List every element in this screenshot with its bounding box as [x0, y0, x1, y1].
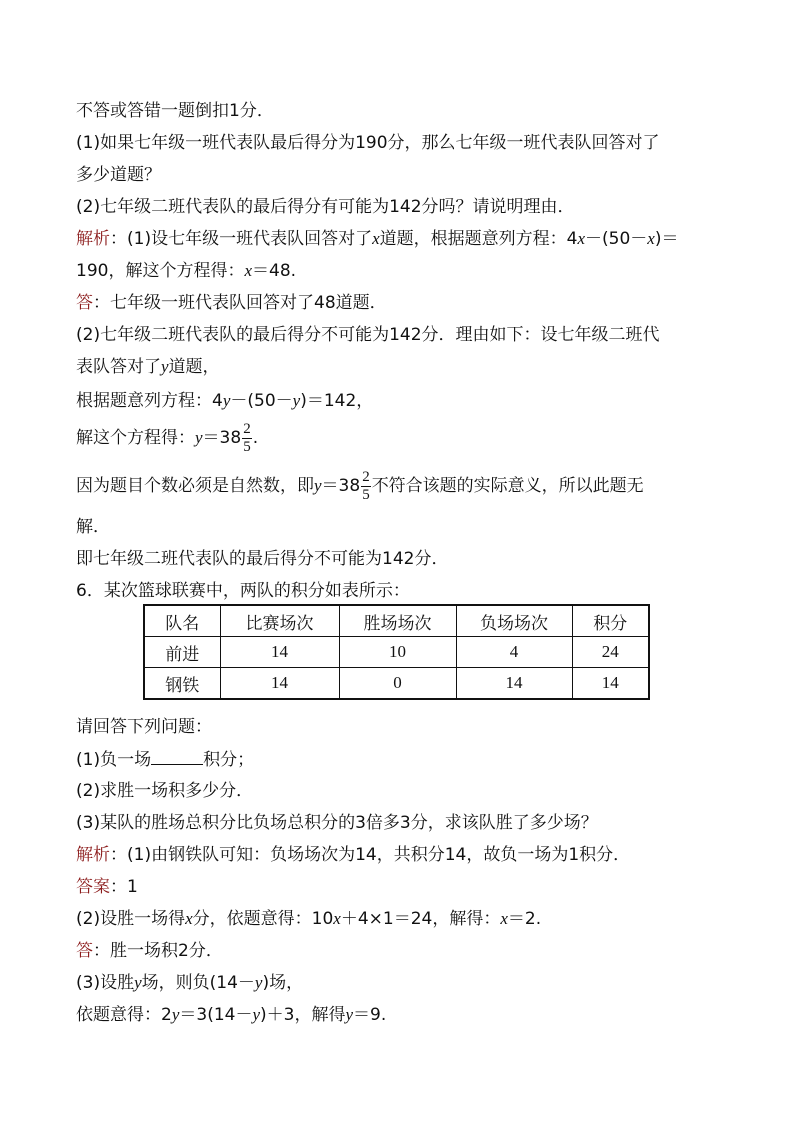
sub-question-1: (1)负一场 积分；	[76, 750, 255, 770]
text-line: 即七年级二班代表队的最后得分不可能为142分．	[76, 549, 449, 569]
table-cell: 14	[572, 668, 649, 700]
answer-line: 答案：1	[76, 877, 138, 897]
question-2: (2)七年级二班代表队的最后得分有可能为142分吗？请说明理由．	[76, 197, 575, 217]
text-line: 表队答对了y道题，	[76, 357, 220, 377]
table-header: 负场场次	[456, 605, 572, 637]
table-header-row	[144, 605, 649, 637]
text-line: (2)七年级二班代表队的最后得分不可能为142分．理由如下：设七年级二班代	[76, 325, 660, 345]
table-header: 比赛场次	[220, 605, 339, 637]
analysis-line: 解析：(1)由钢铁队可知：负场场次为14，共积分14，故负一场为1积分．	[76, 845, 631, 865]
text-line: (3)设胜y场，则负(14－y)场，	[76, 973, 304, 993]
solution-line: 解这个方程得：y＝38 $\frac{2}{5}$ .	[76, 420, 259, 455]
table-header: 队名	[144, 605, 220, 637]
text-line: 不答或答错一题倒扣1分．	[76, 101, 274, 121]
text-line: 多少道题？	[76, 165, 161, 185]
score-table	[143, 604, 650, 700]
question-1: (1)如果七年级一班代表队最后得分为190分，那么七年级一班代表队回答对了	[76, 133, 660, 153]
table-cell: 4	[456, 637, 572, 668]
table-cell: 14	[220, 668, 339, 700]
answer-label: 答案	[76, 877, 110, 897]
equation-line: 190，解这个方程得：x＝48.	[76, 261, 297, 281]
fraction: $\frac{2}{5}$	[243, 420, 251, 455]
text-line: 因为题目个数必须是自然数，即y＝38 $\frac{2}{5}$ 不符合该题的实际意义，所以此题无	[76, 468, 644, 503]
answer-line: 答：七年级一班代表队回答对了48道题．	[76, 293, 387, 313]
text-line: 解．	[76, 517, 110, 537]
question-6: 6．某次篮球联赛中，两队的积分如表所示：	[76, 581, 410, 601]
answer-label: 答	[76, 941, 93, 961]
analysis-line: 解析：(1)设七年级一班代表队回答对了x道题，根据题意列方程：4x－(50－x)＝	[76, 229, 679, 249]
fraction: $\frac{2}{5}$	[362, 468, 370, 503]
equation-line: 依题意得：2y＝3(14－y)＋3，解得y＝9.	[76, 1005, 387, 1025]
answer-label: 答	[76, 293, 93, 313]
table-cell: 0	[339, 668, 456, 700]
analysis-label: 解析	[76, 845, 110, 865]
answer-line: 答：胜一场积2分．	[76, 941, 223, 961]
sub-question-3: (3)某队的胜场总积分比负场总积分的3倍多3分，求该队胜了多少场？	[76, 813, 598, 833]
table-row	[144, 668, 649, 700]
table-cell: 钢铁	[144, 668, 220, 700]
analysis-label: 解析	[76, 229, 110, 249]
table-cell: 14	[456, 668, 572, 700]
answer-blank	[151, 748, 203, 765]
table-cell: 14	[220, 637, 339, 668]
text-line: 请回答下列问题：	[76, 717, 212, 737]
table-cell: 24	[572, 637, 649, 668]
table-header: 积分	[572, 605, 649, 637]
equation-line: 根据题意列方程：4y－(50－y)＝142，	[76, 391, 374, 411]
table-header: 胜场场次	[339, 605, 456, 637]
table-cell: 前进	[144, 637, 220, 668]
equation-line: (2)设胜一场得x分，依题意得：10x＋4×1＝24，解得：x＝2.	[76, 909, 542, 929]
table-row	[144, 637, 649, 668]
sub-question-2: (2)求胜一场积多少分．	[76, 781, 254, 801]
table-cell: 10	[339, 637, 456, 668]
